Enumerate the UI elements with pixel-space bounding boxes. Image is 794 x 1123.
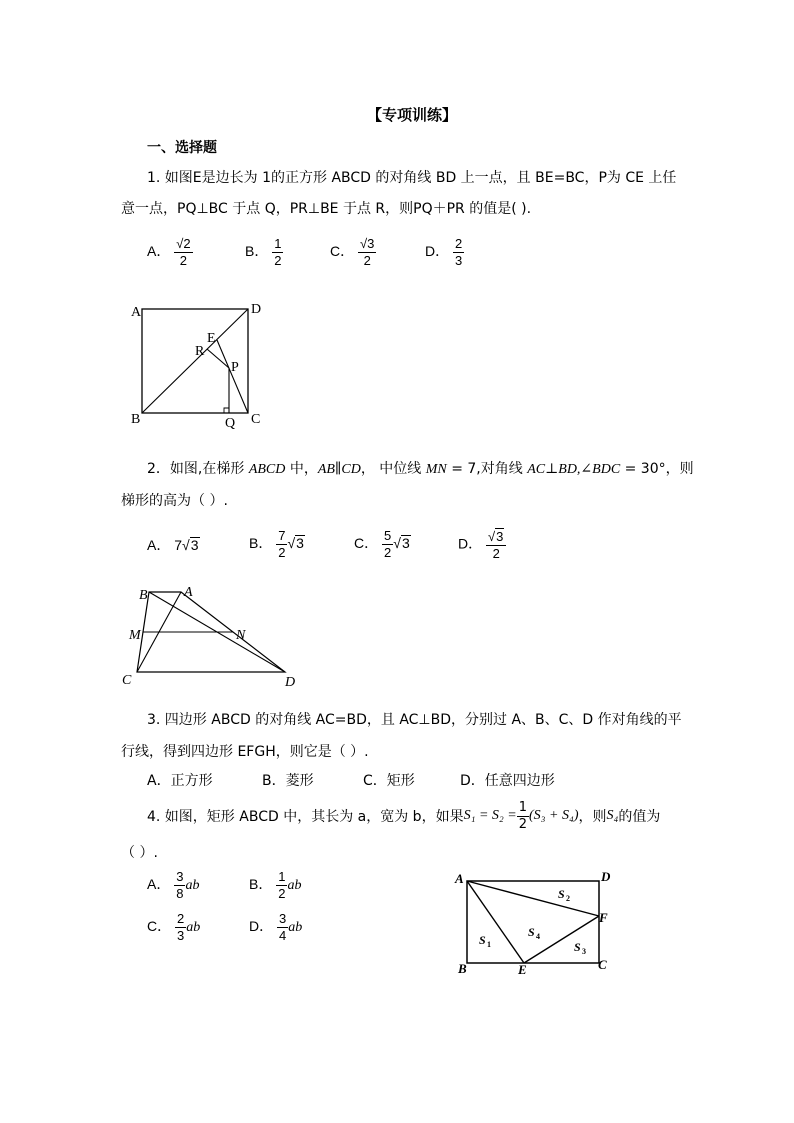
label-s1-letter: S	[479, 933, 486, 947]
q2-figure-trapezoid	[118, 580, 308, 692]
q3-option-a[interactable]: A．正方形	[147, 773, 213, 789]
numerator: 3	[279, 911, 287, 926]
label-s4-letter: S	[528, 925, 535, 939]
segment-ce	[217, 340, 248, 413]
text: S₄	[606, 808, 619, 823]
label-s2-sub: 2	[566, 894, 570, 903]
q1-option-a[interactable]	[147, 236, 193, 269]
fraction	[174, 869, 185, 902]
label-a: A	[455, 871, 464, 886]
q1-option-b[interactable]	[245, 236, 283, 269]
text: 4. 如图，矩形 ABCD 中，其长为 a，宽为 b，如果	[147, 809, 464, 825]
label-b: B	[139, 588, 148, 603]
q2-option-b[interactable]: B． $\frac{7}{2}$ √3	[249, 528, 304, 560]
radicand: 3	[401, 535, 410, 552]
label-s2	[558, 887, 570, 903]
label-s4	[528, 925, 540, 941]
numerator: 1	[278, 869, 286, 884]
text: AB∥CD	[317, 462, 361, 477]
option-label: B．	[245, 243, 269, 260]
text: = 30°，则	[620, 461, 694, 477]
q3-line1: 3. 四边形 ABCD 的对角线 AC=BD，且 AC⊥BD，分别过 A、B、C、D 作对角线的平	[147, 712, 682, 728]
numerator: 3	[176, 869, 184, 884]
fraction	[453, 236, 464, 269]
label-a: A	[131, 305, 142, 320]
q4-line1	[147, 801, 660, 831]
q1-line2: 意一点，PQ⊥BC 于点 Q，PR⊥BE 于点 R，则PQ＋PR 的值是( ).	[121, 201, 532, 217]
q4-option-b[interactable]	[249, 869, 301, 902]
denominator: 2	[278, 545, 286, 560]
fraction	[277, 911, 288, 944]
variable: ab	[186, 920, 201, 936]
denominator: 2	[278, 886, 286, 901]
label-b: B	[458, 961, 467, 976]
segment-af	[467, 881, 599, 916]
denominator: 8	[176, 886, 184, 901]
numerator: 1	[518, 799, 527, 815]
q4-line2: （ ）.	[121, 845, 158, 861]
label-r: R	[195, 344, 205, 359]
coefficient: 7	[174, 537, 183, 553]
label-f: F	[599, 910, 608, 925]
q4-option-c[interactable]	[147, 911, 200, 944]
q2-option-a[interactable]: A． 7√3	[147, 537, 199, 553]
q4-option-a[interactable]	[147, 869, 199, 902]
option-label: D．	[249, 918, 274, 935]
text: 2．如图,在梯形	[147, 461, 249, 477]
denominator: 3	[177, 928, 185, 943]
label-s3	[574, 940, 586, 956]
numerator: √2	[176, 236, 191, 251]
label-s2-letter: S	[558, 887, 565, 901]
denominator: 2	[179, 253, 188, 268]
denominator: 2	[518, 816, 527, 832]
fraction	[382, 528, 393, 561]
q4-option-d[interactable]	[249, 911, 302, 944]
label-a: A	[184, 585, 193, 600]
text: 中，	[285, 461, 318, 477]
text: = 7,对角线	[446, 461, 528, 477]
label-s3-letter: S	[574, 940, 581, 954]
text: ，则	[578, 809, 607, 825]
numerator: 2	[177, 911, 185, 926]
segment-pr	[207, 349, 229, 368]
numerator: 7	[278, 528, 286, 543]
label-b: B	[131, 412, 141, 427]
page-title: 【专项训练】	[367, 106, 458, 124]
denominator: 4	[279, 928, 287, 943]
label-c: C	[251, 412, 261, 427]
option-label: C．	[354, 535, 379, 552]
option-label: B．	[249, 876, 273, 893]
label-d: D	[601, 869, 611, 884]
q2-line1	[147, 458, 694, 478]
option-label: A．	[147, 537, 171, 553]
option-label: B．	[249, 535, 273, 552]
numerator: 1	[274, 236, 282, 251]
fraction: $\frac{√3}{2}$	[486, 528, 506, 562]
numerator: 3	[496, 529, 504, 544]
denominator: 2	[274, 253, 282, 268]
formula-lhs: S₁ = S₂ =	[463, 808, 517, 823]
q2-option-d[interactable]	[458, 528, 506, 562]
label-c: C	[122, 673, 132, 688]
q3-option-d[interactable]: D．任意四边形	[460, 773, 555, 789]
fraction	[272, 236, 283, 269]
text: ABCD	[248, 462, 286, 477]
option-label: A．	[147, 876, 171, 893]
option-label: A．	[147, 243, 171, 260]
q1-option-d[interactable]	[425, 236, 464, 269]
label-m: M	[129, 628, 141, 643]
q2-option-c[interactable]: C． $\frac{5}{2}$ √3	[354, 528, 410, 560]
option-label: D．	[425, 243, 450, 260]
q2-line2: 梯形的高为（ ）.	[121, 493, 228, 509]
label-c: C	[598, 957, 607, 972]
variable: ab	[287, 878, 302, 894]
radicand: 3	[296, 535, 304, 552]
fraction	[276, 869, 287, 902]
label-s3-sub: 3	[582, 947, 586, 956]
numerator: √3	[360, 236, 375, 251]
denominator: 2	[492, 546, 500, 561]
fraction	[276, 528, 287, 561]
q3-line2: 行线，得到四边形 EFGH，则它是（ ）.	[121, 744, 369, 760]
text: 的值为	[618, 809, 661, 825]
formula-rhs: (S₃ + S₄)	[529, 808, 579, 823]
numerator: 5	[384, 528, 392, 543]
radicand: 3	[190, 537, 199, 553]
label-d: D	[285, 675, 296, 690]
q3-option-b[interactable]: B．菱形	[262, 773, 314, 789]
option-label: C．	[330, 243, 355, 260]
label-s4-sub: 4	[536, 932, 540, 941]
label-q: Q	[225, 416, 236, 431]
option-label: C．	[147, 918, 172, 935]
label-p: P	[231, 360, 239, 375]
fraction	[175, 911, 186, 944]
q4-figure-rectangle	[452, 866, 622, 981]
right-angle-q	[224, 408, 229, 413]
text: ， 中位线	[360, 461, 426, 477]
variable: ab	[185, 878, 200, 894]
label-s1-sub: 1	[487, 940, 491, 949]
denominator: 3	[455, 253, 463, 268]
q3-option-c[interactable]: C．矩形	[363, 773, 415, 789]
fraction	[174, 236, 192, 269]
label-n: N	[236, 628, 246, 643]
option-label: D．	[458, 535, 483, 552]
denominator: 2	[363, 253, 371, 268]
variable: ab	[288, 920, 303, 936]
text: MN	[425, 462, 447, 477]
q1-option-c[interactable]	[330, 236, 376, 269]
fraction	[358, 236, 376, 269]
label-d: D	[251, 302, 262, 317]
text: AC⊥BD,∠BDC	[527, 462, 621, 477]
numerator: 2	[455, 236, 463, 251]
section-heading: 一、选择题	[147, 140, 217, 156]
q1-figure-square	[125, 295, 275, 435]
label-e: E	[518, 962, 527, 977]
denominator: 2	[384, 545, 392, 560]
q1-line1: 1. 如图E是边长为 1的正方形 ABCD 的对角线 BD 上一点，且 BE=BC，P为 CE 上任	[147, 170, 677, 186]
label-s1	[479, 933, 491, 949]
fraction	[517, 800, 529, 833]
label-e: E	[207, 331, 216, 346]
